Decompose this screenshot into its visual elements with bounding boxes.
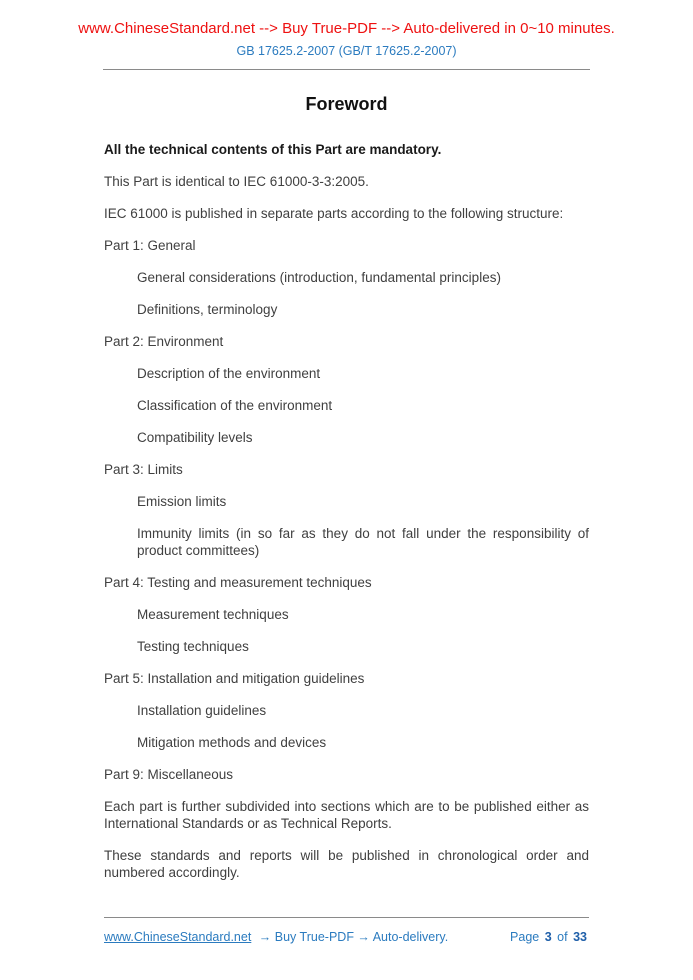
list-item: Mitigation methods and devices xyxy=(137,735,327,750)
paragraph: These standards and reports will be published in chronological order and numbered accordingly. xyxy=(104,848,589,880)
list-item: Installation guidelines xyxy=(137,703,267,718)
part-heading: Part 5: Installation and mitigation guidelines xyxy=(104,671,365,686)
list-item: Compatibility levels xyxy=(137,430,253,445)
total-pages: 33 xyxy=(573,930,587,944)
list-item: Testing techniques xyxy=(137,639,249,654)
paragraph: IEC 61000 is published in separate parts according to the following structure: xyxy=(104,206,564,221)
list-item: Description of the environment xyxy=(137,366,321,381)
list-item: General considerations (introduction, fundamental principles) xyxy=(137,270,501,285)
list-item: Definitions, terminology xyxy=(137,302,278,317)
document-title: Foreword xyxy=(305,94,388,114)
footer-site-link[interactable]: www.ChineseStandard.net xyxy=(104,930,252,944)
part-heading: Part 4: Testing and measurement techniques xyxy=(104,575,372,590)
page-label: Page xyxy=(510,930,540,944)
part-heading: Part 9: Miscellaneous xyxy=(104,767,234,782)
standard-code: GB 17625.2-2007 (GB/T 17625.2-2007) xyxy=(236,44,457,58)
footer-promo xyxy=(104,930,448,944)
paragraph-mandatory-note: All the technical contents of this Part are mandatory. xyxy=(104,142,442,157)
paragraph: This Part is identical to IEC 61000-3-3:2005. xyxy=(104,174,369,189)
page-header xyxy=(0,20,693,70)
page-number: 3 xyxy=(544,930,552,944)
footer-promo-text: → Buy True-PDF → Auto-delivery. xyxy=(258,930,449,944)
footer-divider xyxy=(104,917,589,918)
list-item: Classification of the environment xyxy=(137,398,333,413)
list-item: Immunity limits (in so far as they do not fall under the responsibility of product committees) xyxy=(137,526,589,558)
promo-banner: www.ChineseStandard.net --> Buy True-PDF --> Auto-delivered in 0~10 minutes. xyxy=(78,20,615,37)
part-heading: Part 1: General xyxy=(104,238,196,253)
of-label: of xyxy=(557,930,568,944)
page-indicator xyxy=(510,930,589,944)
part-heading: Part 3: Limits xyxy=(104,462,183,477)
document-content xyxy=(104,70,589,917)
list-item: Measurement techniques xyxy=(137,607,289,622)
list-item: Emission limits xyxy=(137,494,227,509)
paragraph: Each part is further subdivided into sections which are to be published either as International Standards or as Technical Reports. xyxy=(104,799,589,831)
part-heading: Part 2: Environment xyxy=(104,334,224,349)
page-footer xyxy=(104,917,589,980)
